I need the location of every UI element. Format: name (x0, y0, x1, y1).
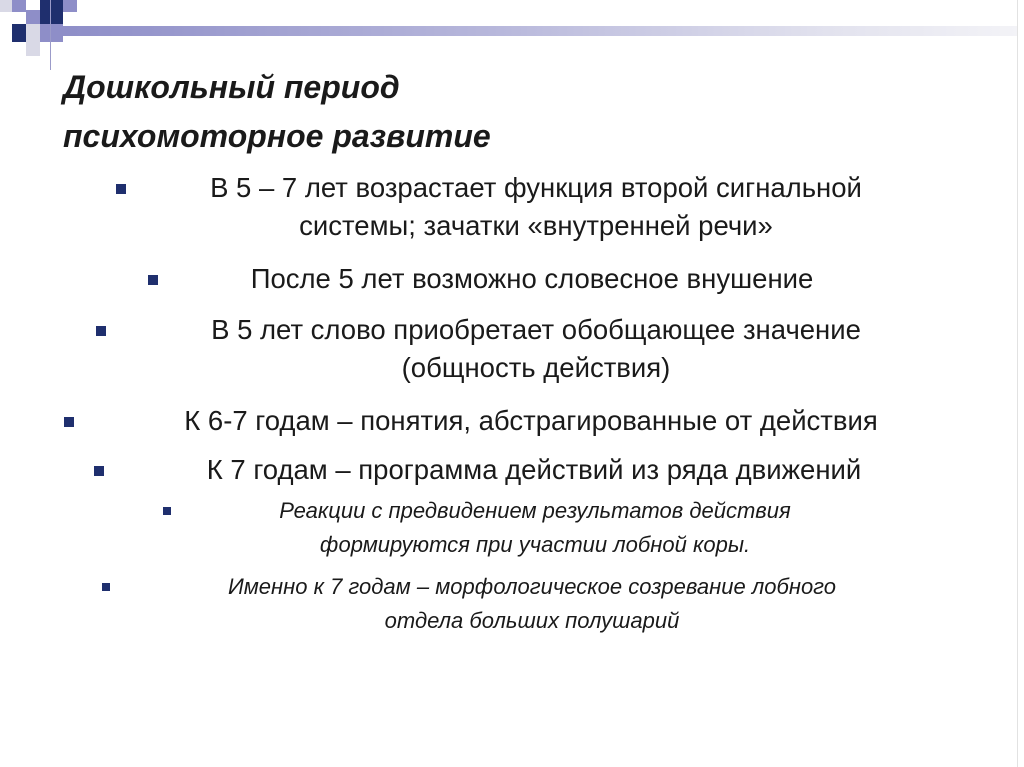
bullet-item-line: Именно к 7 годам – морфологическое созревание лобного (227, 574, 837, 599)
corner-square-decoration (40, 24, 63, 42)
corner-square-decoration (40, 0, 63, 24)
bullet-item (126, 169, 946, 245)
sub-bullet-item (132, 570, 932, 638)
bullet-item-line: К 7 годам – программа действий из ряда движений (206, 454, 862, 485)
slide-title (63, 63, 491, 161)
bullet-item (182, 260, 882, 298)
bullet-item (124, 451, 944, 489)
corner-square-decoration (26, 24, 40, 42)
bullet-item-line: отдела больших полушарий (384, 608, 680, 633)
square-bullet-icon (163, 507, 171, 515)
corner-square-decoration (26, 42, 40, 56)
square-bullet-icon (96, 326, 106, 336)
bullet-item-line: (общность действия) (401, 352, 671, 383)
bullet-item (96, 402, 966, 440)
bullet-item-line: Реакции с предвидением результатов действия (279, 498, 791, 523)
bullet-item (126, 311, 946, 387)
vertical-line-decoration (50, 0, 51, 70)
top-gradient-bar (63, 26, 1018, 36)
square-bullet-icon (94, 466, 104, 476)
corner-square-decoration (26, 10, 40, 24)
square-bullet-icon (148, 275, 158, 285)
corner-square-decoration (0, 0, 12, 12)
bullet-item-line: В 5 лет слово приобретает обобщающее значение (211, 314, 861, 345)
corner-square-decoration (12, 24, 26, 42)
title-line-1: Дошкольный период (63, 69, 400, 105)
corner-square-decoration (12, 0, 26, 12)
square-bullet-icon (116, 184, 126, 194)
bullet-item-line: В 5 – 7 лет возрастает функция второй сигнальной (210, 172, 862, 203)
corner-square-decoration (63, 0, 77, 12)
bullet-item-line: К 6-7 годам – понятия, абстрагированные от действия (184, 405, 878, 436)
slide-right-border (1017, 0, 1018, 767)
bullet-item-line: После 5 лет возможно словесное внушение (250, 263, 814, 294)
title-line-2: психомоторное развитие (63, 118, 491, 154)
bullet-item-line: системы; зачатки «внутренней речи» (299, 210, 773, 241)
bullet-item-line: формируются при участии лобной коры. (319, 532, 751, 557)
sub-bullet-item (195, 494, 875, 562)
square-bullet-icon (102, 583, 110, 591)
square-bullet-icon (64, 417, 74, 427)
